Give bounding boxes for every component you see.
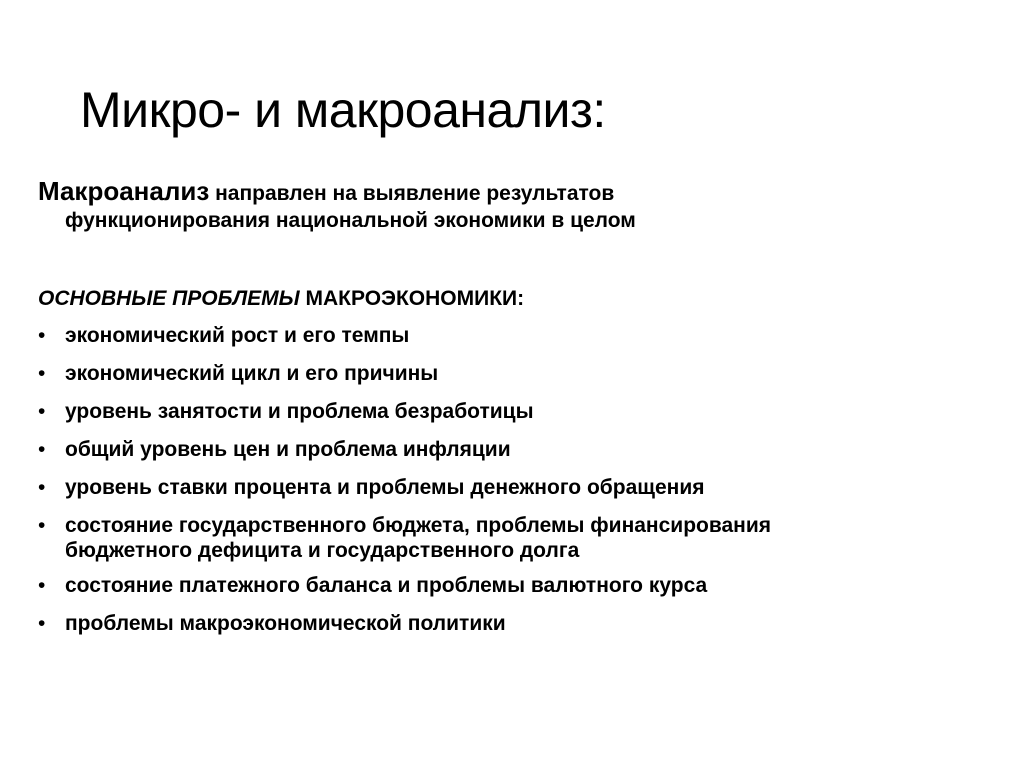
bullet-icon: • bbox=[38, 574, 46, 597]
list-item-text-continued: бюджетного дефицита и государственного долга bbox=[65, 539, 580, 562]
bullet-icon: • bbox=[38, 438, 46, 461]
problems-heading-rest: МАКРОЭКОНОМИКИ: bbox=[299, 287, 525, 310]
problems-heading-italic: ОСНОВНЫЕ ПРОБЛЕМЫ bbox=[38, 287, 300, 310]
list-item-text: проблемы макроэкономической политики bbox=[65, 612, 506, 635]
bullet-icon: • bbox=[38, 362, 46, 385]
list-item bbox=[38, 610, 958, 638]
list-item bbox=[38, 436, 958, 464]
list-item-text: экономический цикл и его причины bbox=[65, 362, 439, 385]
list-item bbox=[38, 322, 958, 350]
list-item bbox=[38, 474, 958, 502]
intro-line2-text: функционирования национальной экономики в целом bbox=[65, 209, 636, 232]
list-item-text: общий уровень цен и проблема инфляции bbox=[65, 438, 511, 461]
bullet-icon: • bbox=[38, 514, 46, 537]
list-item-text: уровень занятости и проблема безработицы bbox=[65, 400, 534, 423]
bullet-icon: • bbox=[38, 400, 46, 423]
list-item bbox=[38, 398, 958, 426]
intro-paragraph bbox=[38, 178, 938, 234]
list-item bbox=[38, 512, 958, 562]
bullet-icon: • bbox=[38, 612, 46, 635]
list-item-text: состояние платежного баланса и проблемы валютного курса bbox=[65, 574, 708, 597]
problems-heading bbox=[38, 285, 524, 313]
list-item-text: состояние государственного бюджета, проблемы финансирования bbox=[65, 514, 772, 537]
intro-lead-word: Макроанализ bbox=[38, 176, 210, 206]
list-item-text: экономический рост и его темпы bbox=[65, 324, 410, 347]
problems-list bbox=[38, 322, 958, 648]
bullet-icon: • bbox=[38, 324, 46, 347]
list-item-text: уровень ставки процента и проблемы денежного обращения bbox=[65, 476, 705, 499]
list-item bbox=[38, 360, 958, 388]
list-item bbox=[38, 572, 958, 600]
bullet-icon: • bbox=[38, 476, 46, 499]
intro-line1-text: направлен на выявление результатов bbox=[209, 182, 615, 205]
slide-title: Микро- и макроанализ: bbox=[80, 82, 606, 138]
